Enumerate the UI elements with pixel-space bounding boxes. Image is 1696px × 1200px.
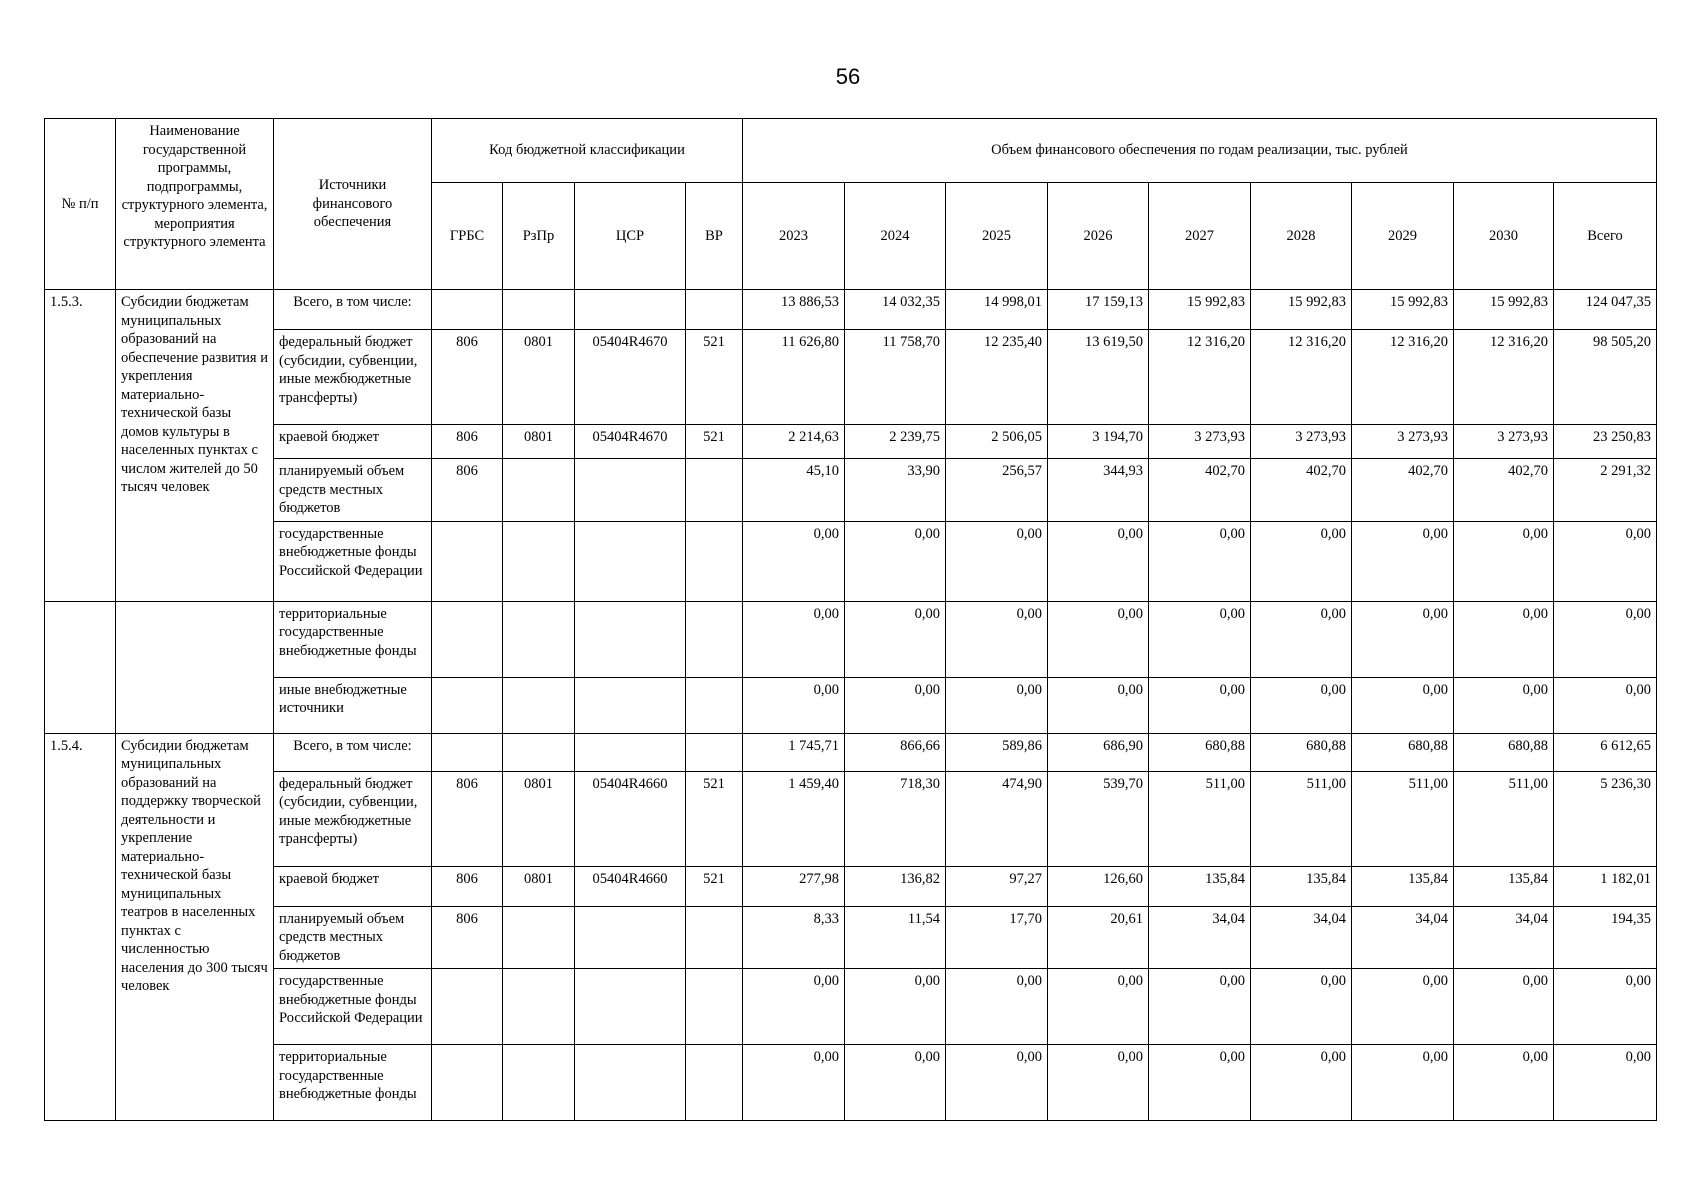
value-cell: 3 273,93	[1352, 425, 1454, 459]
code-vr	[686, 906, 743, 969]
header-vr: ВР	[686, 183, 743, 290]
code-grbs: 806	[432, 425, 503, 459]
header-year: 2027	[1149, 183, 1251, 290]
value-cell: 511,00	[1251, 771, 1352, 866]
value-cell: 2 506,05	[946, 425, 1048, 459]
code-rzpr	[503, 601, 575, 677]
code-csr: 05404R4670	[575, 425, 686, 459]
code-csr	[575, 969, 686, 1045]
value-total: 0,00	[1554, 969, 1657, 1045]
code-vr	[686, 733, 743, 771]
value-cell: 3 273,93	[1454, 425, 1554, 459]
section-number: 1.5.4.	[45, 733, 116, 1121]
value-cell: 2 239,75	[845, 425, 946, 459]
code-vr	[686, 290, 743, 330]
header-name: Наименование государственной программы, подпрограммы, структурного элемента, мероприятия структурного элемента	[116, 119, 274, 290]
value-total: 0,00	[1554, 601, 1657, 677]
table-row	[45, 677, 1657, 733]
budget-table	[44, 118, 1657, 1121]
value-cell: 0,00	[946, 521, 1048, 601]
value-cell: 0,00	[1149, 601, 1251, 677]
code-grbs: 806	[432, 459, 503, 522]
source-label: планируемый объем средств местных бюджетов	[274, 906, 432, 969]
value-cell: 3 273,93	[1149, 425, 1251, 459]
value-cell: 45,10	[743, 459, 845, 522]
code-csr: 05404R4660	[575, 771, 686, 866]
header-source: Источники финансового обеспечения	[274, 119, 432, 290]
header-year: 2029	[1352, 183, 1454, 290]
value-cell: 12 316,20	[1454, 330, 1554, 425]
value-cell: 0,00	[1251, 521, 1352, 601]
value-cell: 277,98	[743, 866, 845, 906]
value-cell: 0,00	[1352, 601, 1454, 677]
value-cell: 12 316,20	[1149, 330, 1251, 425]
value-cell: 0,00	[1352, 1045, 1454, 1121]
code-rzpr	[503, 733, 575, 771]
header-num: № п/п	[45, 119, 116, 290]
source-label: краевой бюджет	[274, 866, 432, 906]
code-csr	[575, 906, 686, 969]
value-cell: 0,00	[1454, 969, 1554, 1045]
value-cell: 686,90	[1048, 733, 1149, 771]
code-grbs	[432, 521, 503, 601]
code-grbs: 806	[432, 906, 503, 969]
value-cell: 135,84	[1454, 866, 1554, 906]
code-csr	[575, 290, 686, 330]
value-cell: 2 214,63	[743, 425, 845, 459]
section-name: Субсидии бюджетам муниципальных образований на обеспечение развития и укрепления материально-технической базы домов культуры в населенных пунктах с числом жителей до 50 тысяч человек	[116, 290, 274, 602]
table-row	[45, 459, 1657, 522]
value-cell: 0,00	[1149, 969, 1251, 1045]
code-grbs	[432, 1045, 503, 1121]
value-cell: 126,60	[1048, 866, 1149, 906]
value-cell: 0,00	[1048, 601, 1149, 677]
header-year: 2023	[743, 183, 845, 290]
header-total: Всего	[1554, 183, 1657, 290]
value-total: 124 047,35	[1554, 290, 1657, 330]
value-total: 98 505,20	[1554, 330, 1657, 425]
table-row	[45, 771, 1657, 866]
value-cell: 0,00	[1352, 677, 1454, 733]
header-year: 2024	[845, 183, 946, 290]
table-row	[45, 521, 1657, 601]
value-cell: 539,70	[1048, 771, 1149, 866]
value-total: 1 182,01	[1554, 866, 1657, 906]
source-label: федеральный бюджет (субсидии, субвенции, иные межбюджетные трансферты)	[274, 330, 432, 425]
value-cell: 474,90	[946, 771, 1048, 866]
value-cell: 0,00	[1251, 1045, 1352, 1121]
header-code-group: Код бюджетной классификации	[432, 119, 743, 183]
value-cell: 15 992,83	[1454, 290, 1554, 330]
value-cell: 11,54	[845, 906, 946, 969]
value-cell: 0,00	[1048, 677, 1149, 733]
code-vr: 521	[686, 330, 743, 425]
value-cell: 0,00	[845, 521, 946, 601]
value-cell: 136,82	[845, 866, 946, 906]
value-cell: 12 316,20	[1352, 330, 1454, 425]
header-volume-group: Объем финансового обеспечения по годам реализации, тыс. рублей	[743, 119, 1657, 183]
value-cell: 0,00	[1149, 521, 1251, 601]
value-cell: 0,00	[1251, 969, 1352, 1045]
value-cell: 135,84	[1149, 866, 1251, 906]
code-csr	[575, 521, 686, 601]
source-label: государственные внебюджетные фонды Российской Федерации	[274, 521, 432, 601]
section-total-row	[45, 290, 1657, 330]
code-vr	[686, 459, 743, 522]
code-vr	[686, 969, 743, 1045]
value-cell: 0,00	[743, 521, 845, 601]
value-cell: 0,00	[845, 969, 946, 1045]
value-cell: 14 032,35	[845, 290, 946, 330]
value-cell: 11 758,70	[845, 330, 946, 425]
value-total: 0,00	[1554, 521, 1657, 601]
value-cell: 0,00	[946, 969, 1048, 1045]
source-label: краевой бюджет	[274, 425, 432, 459]
value-cell: 0,00	[1454, 601, 1554, 677]
code-vr	[686, 677, 743, 733]
value-cell: 0,00	[946, 601, 1048, 677]
value-cell: 0,00	[1352, 521, 1454, 601]
header-year: 2025	[946, 183, 1048, 290]
value-cell: 1 459,40	[743, 771, 845, 866]
value-cell: 14 998,01	[946, 290, 1048, 330]
header-year: 2028	[1251, 183, 1352, 290]
value-cell: 15 992,83	[1251, 290, 1352, 330]
value-cell: 0,00	[845, 677, 946, 733]
code-grbs	[432, 733, 503, 771]
value-cell: 11 626,80	[743, 330, 845, 425]
table-row	[45, 969, 1657, 1045]
value-cell: 135,84	[1352, 866, 1454, 906]
source-label: государственные внебюджетные фонды Российской Федерации	[274, 969, 432, 1045]
value-cell: 20,61	[1048, 906, 1149, 969]
header-rzpr: РзПр	[503, 183, 575, 290]
table-row	[45, 906, 1657, 969]
value-cell: 680,88	[1149, 733, 1251, 771]
value-cell: 0,00	[1149, 677, 1251, 733]
value-total: 2 291,32	[1554, 459, 1657, 522]
value-cell: 0,00	[1454, 677, 1554, 733]
value-cell: 511,00	[1149, 771, 1251, 866]
value-cell: 511,00	[1454, 771, 1554, 866]
value-cell: 680,88	[1352, 733, 1454, 771]
table-row	[45, 866, 1657, 906]
value-total: 0,00	[1554, 1045, 1657, 1121]
code-csr	[575, 733, 686, 771]
section-total-row	[45, 733, 1657, 771]
value-cell: 511,00	[1352, 771, 1454, 866]
value-cell: 33,90	[845, 459, 946, 522]
code-csr	[575, 601, 686, 677]
code-rzpr: 0801	[503, 866, 575, 906]
value-cell: 135,84	[1251, 866, 1352, 906]
value-cell: 0,00	[1048, 1045, 1149, 1121]
code-vr: 521	[686, 771, 743, 866]
code-rzpr: 0801	[503, 425, 575, 459]
code-grbs	[432, 601, 503, 677]
value-cell: 12 316,20	[1251, 330, 1352, 425]
code-vr: 521	[686, 866, 743, 906]
value-cell: 15 992,83	[1149, 290, 1251, 330]
source-total-label: Всего, в том числе:	[274, 733, 432, 771]
value-cell: 402,70	[1454, 459, 1554, 522]
code-rzpr: 0801	[503, 771, 575, 866]
value-cell: 0,00	[1048, 521, 1149, 601]
value-cell: 13 619,50	[1048, 330, 1149, 425]
value-total: 23 250,83	[1554, 425, 1657, 459]
value-cell: 0,00	[1454, 521, 1554, 601]
value-cell: 0,00	[845, 1045, 946, 1121]
code-vr	[686, 601, 743, 677]
value-cell: 0,00	[1352, 969, 1454, 1045]
value-cell: 0,00	[743, 677, 845, 733]
value-cell: 0,00	[743, 969, 845, 1045]
value-cell: 97,27	[946, 866, 1048, 906]
value-cell: 0,00	[1048, 969, 1149, 1045]
code-grbs: 806	[432, 771, 503, 866]
code-rzpr	[503, 1045, 575, 1121]
table-row	[45, 330, 1657, 425]
table-header	[45, 119, 1657, 290]
value-cell: 34,04	[1352, 906, 1454, 969]
value-cell: 0,00	[845, 601, 946, 677]
code-vr	[686, 521, 743, 601]
value-cell: 0,00	[743, 1045, 845, 1121]
code-rzpr	[503, 521, 575, 601]
code-grbs	[432, 969, 503, 1045]
code-csr: 05404R4670	[575, 330, 686, 425]
code-grbs: 806	[432, 330, 503, 425]
value-cell: 3 194,70	[1048, 425, 1149, 459]
value-cell: 15 992,83	[1352, 290, 1454, 330]
value-total: 0,00	[1554, 677, 1657, 733]
value-cell: 0,00	[1454, 1045, 1554, 1121]
page-number: 56	[835, 64, 861, 89]
value-cell: 256,57	[946, 459, 1048, 522]
value-cell: 12 235,40	[946, 330, 1048, 425]
value-cell: 402,70	[1251, 459, 1352, 522]
value-cell: 589,86	[946, 733, 1048, 771]
code-grbs	[432, 290, 503, 330]
source-label: федеральный бюджет (субсидии, субвенции, иные межбюджетные трансферты)	[274, 771, 432, 866]
value-cell: 718,30	[845, 771, 946, 866]
value-total: 6 612,65	[1554, 733, 1657, 771]
value-cell: 3 273,93	[1251, 425, 1352, 459]
code-csr: 05404R4660	[575, 866, 686, 906]
code-grbs: 806	[432, 866, 503, 906]
value-cell: 0,00	[1251, 601, 1352, 677]
header-grbs: ГРБС	[432, 183, 503, 290]
value-cell: 34,04	[1251, 906, 1352, 969]
code-rzpr	[503, 677, 575, 733]
section-name: Субсидии бюджетам муниципальных образований на поддержку творческой деятельности и укрепление материально-технической базы муниципальных театров в населенных пунктах с численностью населения до 300 тысяч человек	[116, 733, 274, 1121]
code-rzpr	[503, 906, 575, 969]
value-cell: 8,33	[743, 906, 845, 969]
code-csr	[575, 1045, 686, 1121]
value-cell: 344,93	[1048, 459, 1149, 522]
table-row	[45, 425, 1657, 459]
code-vr: 521	[686, 425, 743, 459]
value-cell: 680,88	[1251, 733, 1352, 771]
value-cell: 402,70	[1149, 459, 1251, 522]
value-cell: 680,88	[1454, 733, 1554, 771]
code-rzpr	[503, 459, 575, 522]
code-vr	[686, 1045, 743, 1121]
value-cell: 0,00	[743, 601, 845, 677]
value-cell: 866,66	[845, 733, 946, 771]
value-cell: 402,70	[1352, 459, 1454, 522]
code-csr	[575, 459, 686, 522]
source-total-label: Всего, в том числе:	[274, 290, 432, 330]
code-grbs	[432, 677, 503, 733]
source-label: иные внебюджетные источники	[274, 677, 432, 733]
value-cell: 0,00	[1251, 677, 1352, 733]
value-total: 5 236,30	[1554, 771, 1657, 866]
section-number: 1.5.3.	[45, 290, 116, 602]
value-total: 194,35	[1554, 906, 1657, 969]
table-body	[45, 290, 1657, 1121]
table-row	[45, 1045, 1657, 1121]
value-cell: 0,00	[946, 1045, 1048, 1121]
header-year: 2026	[1048, 183, 1149, 290]
code-rzpr: 0801	[503, 330, 575, 425]
value-cell: 1 745,71	[743, 733, 845, 771]
code-rzpr	[503, 969, 575, 1045]
code-rzpr	[503, 290, 575, 330]
value-cell: 34,04	[1149, 906, 1251, 969]
header-year: 2030	[1454, 183, 1554, 290]
source-label: территориальные государственные внебюджетные фонды	[274, 601, 432, 677]
value-cell: 17 159,13	[1048, 290, 1149, 330]
source-label: территориальные государственные внебюджетные фонды	[274, 1045, 432, 1121]
code-csr	[575, 677, 686, 733]
empty-number-cell	[45, 601, 116, 733]
value-cell: 13 886,53	[743, 290, 845, 330]
value-cell: 0,00	[1149, 1045, 1251, 1121]
source-label: планируемый объем средств местных бюджетов	[274, 459, 432, 522]
value-cell: 17,70	[946, 906, 1048, 969]
table-row	[45, 601, 1657, 677]
value-cell: 0,00	[946, 677, 1048, 733]
header-csr: ЦСР	[575, 183, 686, 290]
empty-name-cell	[116, 601, 274, 733]
value-cell: 34,04	[1454, 906, 1554, 969]
